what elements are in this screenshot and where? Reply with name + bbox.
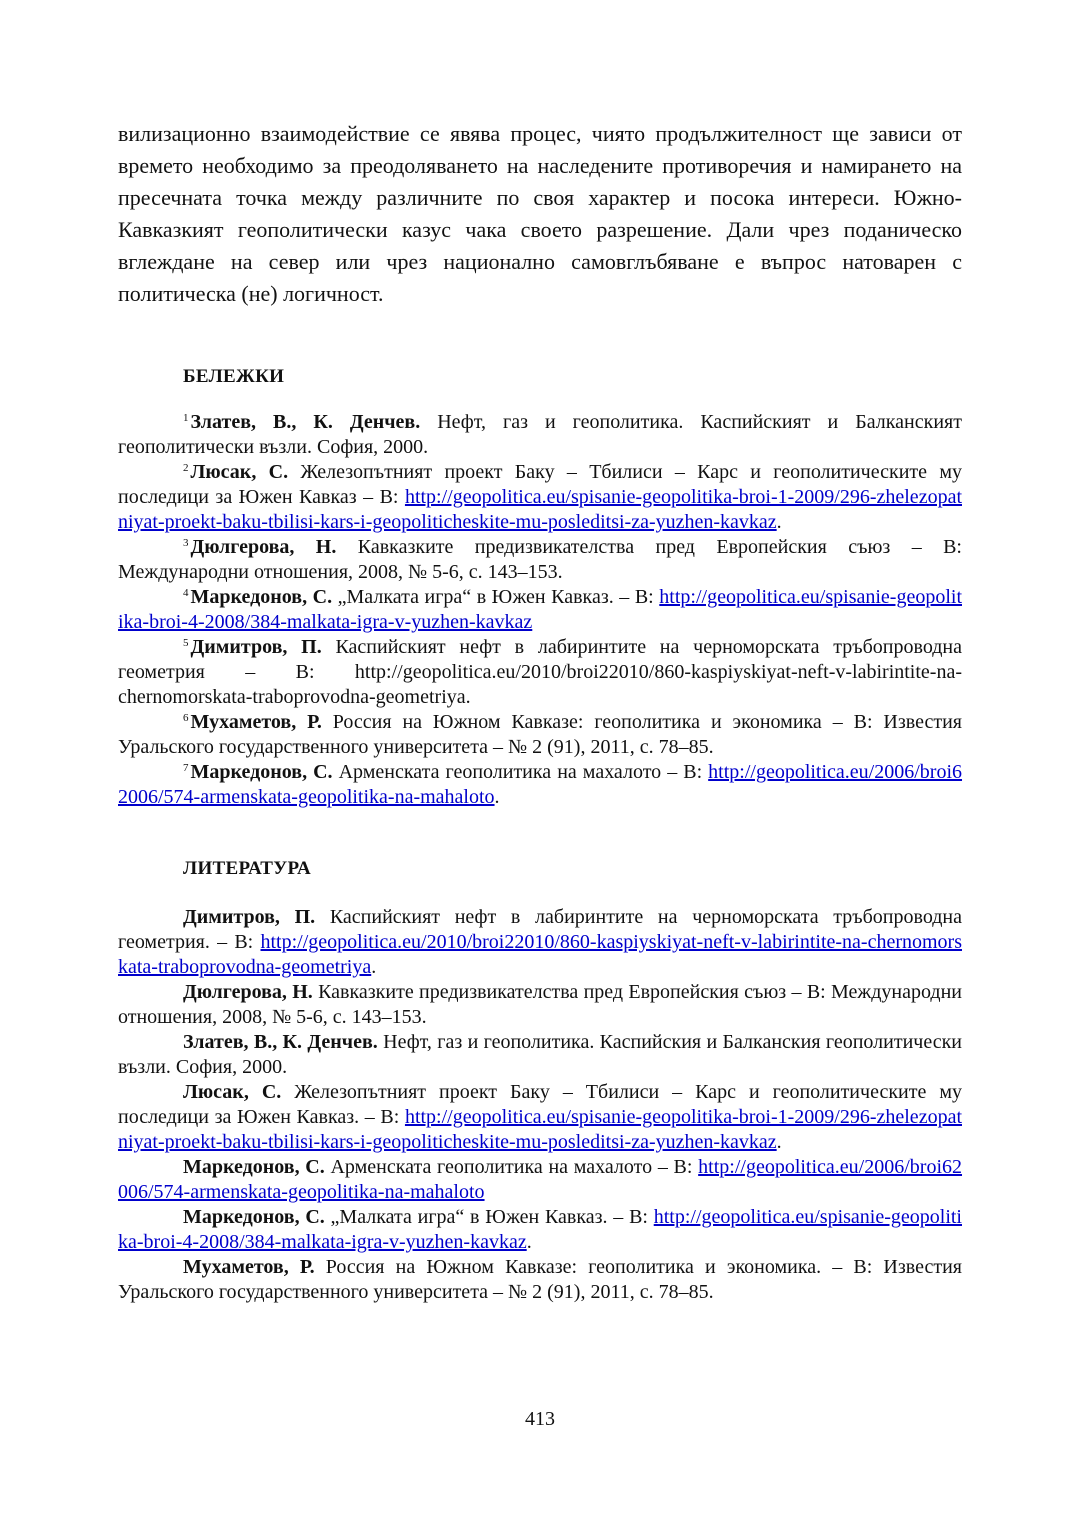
literature-item-4 [118, 1080, 962, 1155]
literature-item-2 [118, 980, 962, 1030]
note-5 [118, 635, 962, 710]
note-number: 2 [183, 462, 189, 474]
note-text: Россия на Южном Кавказе: геополитика и экономика – В: Известия Уральского государственного университета – № 2 (91), 2011, с. 78–85. [118, 711, 962, 758]
note-link[interactable]: http://geopolitica.eu/spisanie-geopolitika-broi-4-2008/384-malkata-igra-v-yuzhen-kavkaz [118, 586, 962, 633]
lit-link[interactable]: http://geopolitica.eu/spisanie-geopolitika-broi-4-2008/384-malkata-igra-v-yuzhen-kavkaz [118, 1206, 962, 1253]
note-tail: . [776, 511, 782, 533]
note-link[interactable]: http://geopolitica.eu/spisanie-geopolitika-broi-1-2009/296-zhelezopatniyat-proekt-baku-tbilisi-kars-i-geopoliticheskite-mu-posleditsi-za-yuzhen-kavkaz [118, 486, 962, 533]
lit-author: Мухаметов, Р. [183, 1256, 315, 1278]
note-text: Кавказките предизвикателства пред Европейския съюз – В: Международни отношения, 2008, № 5-6, с. 143–153. [118, 536, 962, 583]
lit-text: „Малката игра“ в Южен Кавказ. – В: [324, 1206, 654, 1228]
lit-author: Дюлгерова, Н. [183, 981, 313, 1003]
lit-text: Арменската геополитика на махалото – В: [324, 1156, 699, 1178]
note-4 [118, 585, 962, 635]
literature-item-7 [118, 1255, 962, 1305]
note-text: Нефт, газ и геополитика. Каспийският и Балканският геополитически възли. София, 2000. [118, 411, 962, 458]
lit-tail: . [776, 1131, 782, 1153]
note-number: 5 [183, 637, 189, 649]
note-author: Златев, В., К. Денчев. [190, 411, 421, 433]
literature-list [118, 905, 962, 1305]
note-7 [118, 760, 962, 810]
lit-text: Железопътният проект Баку – Тбилиси – Карс и геополитическите му последици за Южен Кавказ. – В: [118, 1081, 962, 1128]
literature-item-5 [118, 1155, 962, 1205]
note-link[interactable]: http://geopolitica.eu/2006/broi62006/574-armenskata-geopolitika-na-mahaloto [118, 761, 963, 808]
note-3 [118, 535, 962, 585]
notes-list [118, 410, 962, 810]
lit-text: Россия на Южном Кавказе: геополитика и экономика. – В: Известия Уральского государственного университета – № 2 (91), 2011, с. 78–85. [118, 1256, 963, 1303]
literature-item-3 [118, 1030, 962, 1080]
note-number: 3 [183, 537, 189, 549]
lit-text: Каспийският нефт в лабиринтите на черноморската тръбопроводна геометрия. – В: [118, 906, 962, 953]
lit-link[interactable]: http://geopolitica.eu/2010/broi22010/860-kaspiyskiyat-neft-v-labirintite-na-chernomorskata-traboprovodna-geometriya [118, 931, 962, 978]
note-text: Железопътният проект Баку – Тбилиси – Карс и геополитическите му последици за Южен Кавказ – В: [118, 461, 962, 508]
note-6 [118, 710, 962, 760]
lit-link[interactable]: http://geopolitica.eu/2006/broi62006/574-armenskata-geopolitika-na-mahaloto [118, 1156, 963, 1203]
note-text: Арменската геополитика на махалото – В: [332, 761, 709, 783]
note-author: Дюлгерова, Н. [190, 536, 337, 558]
note-1 [118, 410, 962, 460]
lit-author: Димитров, П. [183, 906, 316, 928]
note-tail: . [494, 786, 500, 808]
lit-tail: . [371, 956, 377, 978]
note-author: Люсак, С. [190, 461, 289, 483]
note-author: Маркедонов, С. [190, 586, 333, 608]
note-number: 6 [183, 712, 189, 724]
note-2 [118, 460, 962, 535]
note-author: Мухаметов, Р. [190, 711, 322, 733]
literature-item-1 [118, 905, 962, 980]
note-text: Каспийският нефт в лабиринтите на черноморската тръбопроводна геометрия – В: http://geopolitica.eu/2010/broi22010/860-kaspiyskiyat-neft-v-labirintite-na-chernomorskata-traboprovodna-geometriya. [118, 636, 962, 708]
lit-text: Нефт, газ и геополитика. Каспийския и Балканския геополитически възли. София, 2000. [118, 1031, 962, 1078]
intro-paragraph: вилизационно взаимодействие се явява процес, чиято продължителност ще зависи от времето необходимо за преодоляването на наследените противоречия и намирането на пресечната точка между различните по своя характер и посока интереси. Южно-Кавказкият геополитически казус чака своето разрешение. Дали чрез поданическо вглеждане на север или чрез национално самовглъбяване е въпрос натоварен с политическа (не) логичност. [118, 121, 962, 306]
lit-author: Люсак, С. [183, 1081, 282, 1103]
note-number: 4 [183, 587, 189, 599]
literature-heading: ЛИТЕРАТУРА [183, 858, 312, 879]
lit-text: Кавказките предизвикателства пред Европейския съюз – В: Международни отношения, 2008, № 5-6, с. 143–153. [118, 981, 963, 1028]
lit-tail: . [526, 1231, 532, 1253]
note-number: 7 [183, 762, 189, 774]
notes-heading: БЕЛЕЖКИ [183, 366, 285, 387]
lit-author: Маркедонов, С. [183, 1156, 325, 1178]
page-number: 413 [525, 1408, 555, 1430]
note-author: Маркедонов, С. [190, 761, 333, 783]
note-text: „Малката игра“ в Южен Кавказ. – В: [332, 586, 660, 608]
lit-author: Златев, В., К. Денчев. [183, 1031, 378, 1053]
lit-author: Маркедонов, С. [183, 1206, 325, 1228]
literature-item-6 [118, 1205, 962, 1255]
page-body [118, 118, 962, 1305]
note-author: Димитров, П. [190, 636, 322, 658]
lit-link[interactable]: http://geopolitica.eu/spisanie-geopolitika-broi-1-2009/296-zhelezopatniyat-proekt-baku-tbilisi-kars-i-geopoliticheskite-mu-posleditsi-za-yuzhen-kavkaz [118, 1106, 962, 1153]
note-number: 1 [183, 412, 189, 424]
